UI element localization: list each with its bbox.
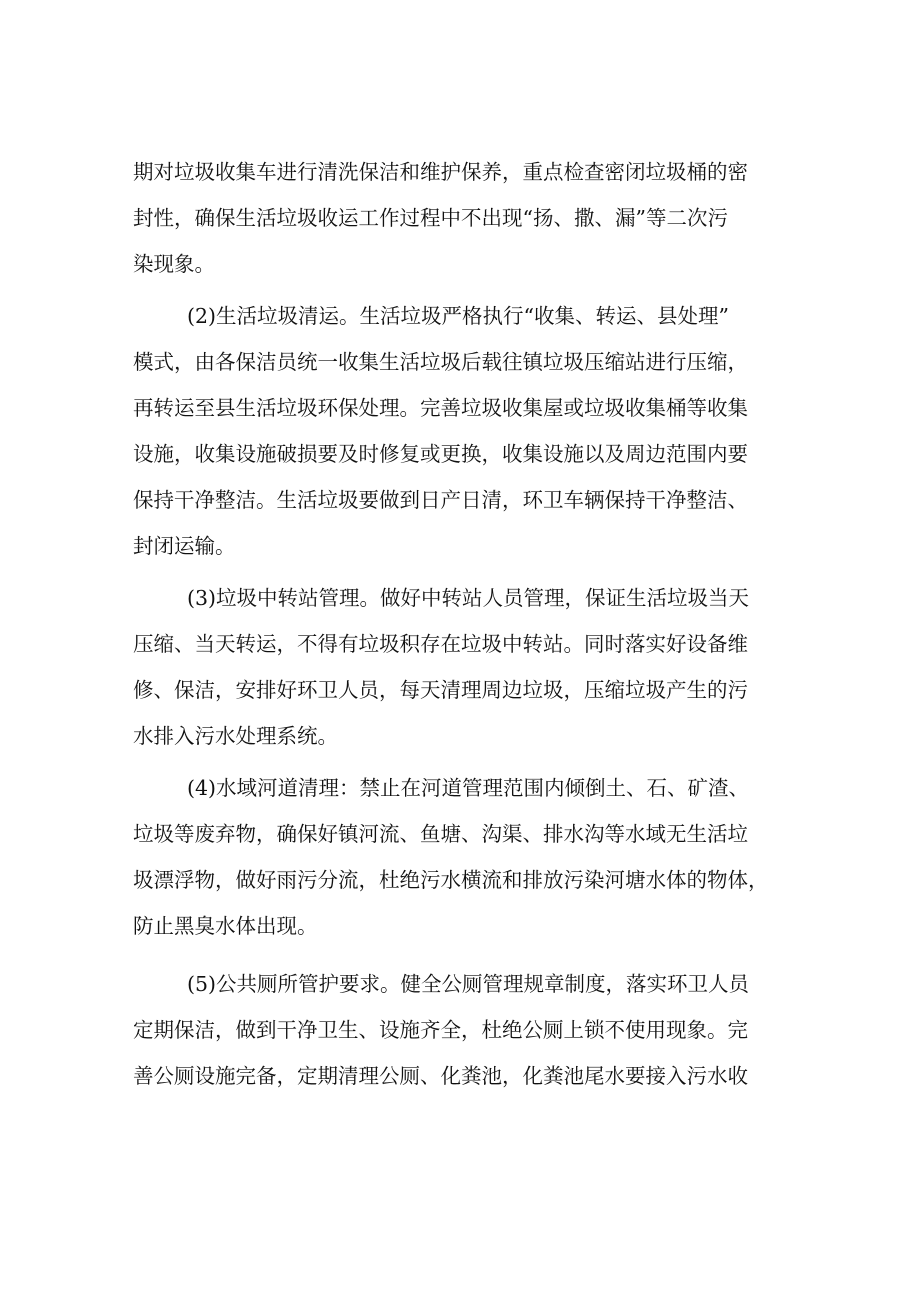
text-line: 封闭运输。 [133, 534, 236, 558]
text-line: 保持干净整洁。生活垃圾要做到日产日清，环卫车辆保持干净整洁、 [133, 488, 748, 512]
text-line: 压缩、当天转运，不得有垃圾积存在垃圾中转站。同时落实好设备维 [133, 632, 748, 656]
text-line: 封性，确保生活垃圾收运工作过程中不出现“扬、撒、漏”等二次污 [133, 206, 728, 230]
text-line: 善公厕设施完备，定期清理公厕、化粪池，化粪池尾水要接入污水收 [133, 1064, 748, 1088]
text-line: 圾漂浮物，做好雨污分流，杜绝污水横流和排放污染河塘水体的物体， [133, 868, 769, 892]
text-line: (2)生活垃圾清运。生活垃圾严格执行“收集、转运、县处理” [187, 304, 729, 328]
text-line: (4)水域河道清理：禁止在河道管理范围内倾倒土、石、矿渣、 [187, 776, 750, 800]
text-line: 水排入污水处理系统。 [133, 724, 338, 748]
text-line: (5)公共厕所管护要求。健全公厕管理规章制度，落实环卫人员 [187, 972, 750, 996]
text-line: 模式，由各保洁员统一收集生活垃圾后载往镇垃圾压缩站进行压缩， [133, 350, 748, 374]
text-line: 修、保洁，安排好环卫人员，每天清理周边垃圾，压缩垃圾产生的污 [133, 678, 748, 702]
text-line: 定期保洁，做到干净卫生、设施齐全，杜绝公厕上锁不使用现象。完 [133, 1018, 748, 1042]
text-line: 期对垃圾收集车进行清洗保洁和维护保养，重点检查密闭垃圾桶的密 [133, 160, 748, 184]
text-line: 再转运至县生活垃圾环保处理。完善垃圾收集屋或垃圾收集桶等收集 [133, 396, 748, 420]
text-line: (3)垃圾中转站管理。做好中转站人员管理，保证生活垃圾当天 [187, 586, 750, 610]
text-line: 染现象。 [133, 252, 215, 276]
text-line: 垃圾等废弃物，确保好镇河流、鱼塘、沟渠、排水沟等水域无生活垃 [133, 822, 748, 846]
text-line: 设施，收集设施破损要及时修复或更换，收集设施以及周边范围内要 [133, 442, 748, 466]
text-line: 防止黑臭水体出现。 [133, 914, 318, 938]
